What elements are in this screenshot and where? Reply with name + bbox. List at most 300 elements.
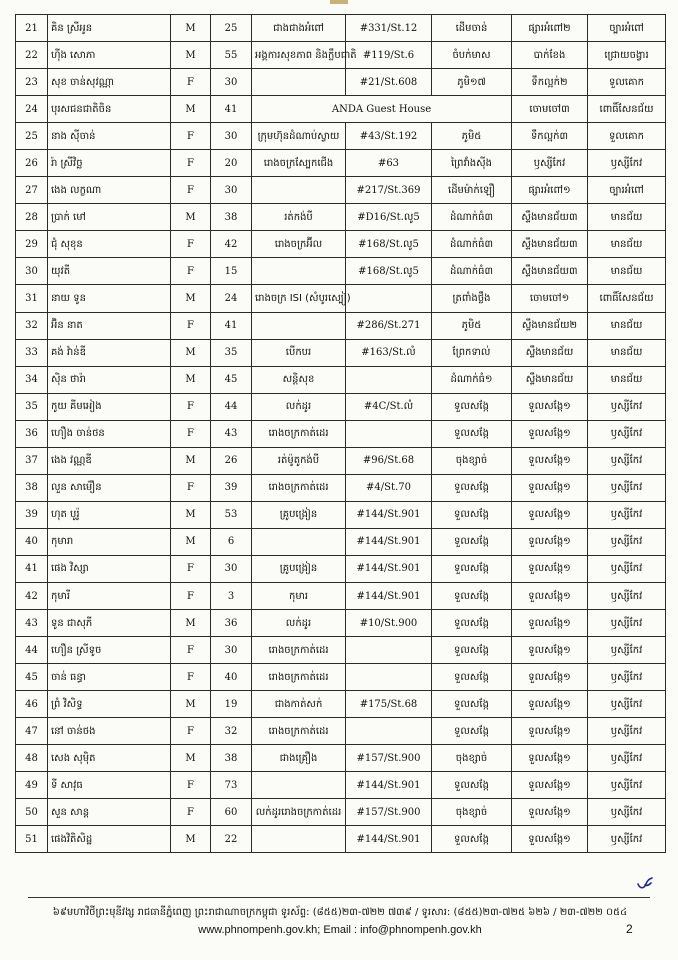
cell-person-name: អ៊ិន នាត xyxy=(48,312,171,339)
cell-row-number: 34 xyxy=(16,366,48,393)
cell-district: ឫស្សីកែវ xyxy=(588,447,666,474)
cell-age: 30 xyxy=(211,177,252,204)
cell-occupation: រោងចក្រកាត់ដេរ xyxy=(252,420,346,447)
table-row xyxy=(16,691,666,718)
cell-person-name: ហ៊ីង សោភា xyxy=(48,42,171,69)
cell-district: ឫស្សីកែវ xyxy=(588,745,666,772)
cell-commune: ស្ទឹងមានជ័យ xyxy=(512,339,588,366)
cell-village: ចុងខ្សាច់ xyxy=(432,799,512,826)
cell-row-number: 41 xyxy=(16,555,48,582)
cell-sex: F xyxy=(171,69,211,96)
cell-occupation: រោងចក្រកាត់ដេរ xyxy=(252,664,346,691)
cell-commune: ទួលសង្កែ១ xyxy=(512,745,588,772)
cell-sex: F xyxy=(171,393,211,420)
cell-age: 35 xyxy=(211,339,252,366)
cell-village: ដើមចាន់ xyxy=(432,15,512,42)
table-row xyxy=(16,123,666,150)
cell-occupation xyxy=(252,772,346,799)
cell-commune: ទួលសង្កែ១ xyxy=(512,555,588,582)
cell-age: 43 xyxy=(211,420,252,447)
table-row xyxy=(16,285,666,312)
cell-district: ទួលគោក xyxy=(588,123,666,150)
cell-sex: F xyxy=(171,231,211,258)
cell-occupation: បើកបរ xyxy=(252,339,346,366)
table-row xyxy=(16,366,666,393)
cell-age: 36 xyxy=(211,610,252,637)
cell-sex: M xyxy=(171,96,211,123)
table-row xyxy=(16,420,666,447)
cell-commune: ទួលសង្កែ១ xyxy=(512,420,588,447)
cell-age: 3 xyxy=(211,582,252,609)
cell-age: 38 xyxy=(211,745,252,772)
cell-row-number: 31 xyxy=(16,285,48,312)
table-row xyxy=(16,150,666,177)
cell-age: 40 xyxy=(211,664,252,691)
cell-person-name: ហឿង ចាន់ថន xyxy=(48,420,171,447)
cell-row-number: 25 xyxy=(16,123,48,150)
cell-commune: ទួលសង្កែ១ xyxy=(512,393,588,420)
cell-row-number: 49 xyxy=(16,772,48,799)
cell-age: 30 xyxy=(211,123,252,150)
cell-sex: M xyxy=(171,339,211,366)
cell-district: ឫស្សីកែវ xyxy=(588,799,666,826)
cell-district: ឫស្សីកែវ xyxy=(588,393,666,420)
cell-age: 32 xyxy=(211,718,252,745)
cell-occupation: លក់ដូរ xyxy=(252,610,346,637)
cell-district: ច្បារអំពៅ xyxy=(588,15,666,42)
cell-house-address: #163/St.លំ xyxy=(346,339,432,366)
cell-person-name: នាង ស៊ីចាន់ xyxy=(48,123,171,150)
cell-age: 6 xyxy=(211,528,252,555)
cell-person-name: ផេងវិតិសិដ្ឋ xyxy=(48,826,171,853)
cell-row-number: 22 xyxy=(16,42,48,69)
cell-district: ឫស្សីកែវ xyxy=(588,150,666,177)
cell-sex: F xyxy=(171,420,211,447)
cell-sex: F xyxy=(171,772,211,799)
table-row xyxy=(16,447,666,474)
cell-person-name: កុមារី xyxy=(48,582,171,609)
cell-sex: M xyxy=(171,447,211,474)
cell-district: ឫស្សីកែវ xyxy=(588,610,666,637)
cell-district: ឫស្សីកែវ xyxy=(588,691,666,718)
cell-age: 73 xyxy=(211,772,252,799)
cell-village: ដំណាក់ធំ១ xyxy=(432,366,512,393)
cell-house-address: #286/St.271 xyxy=(346,312,432,339)
cell-commune: ផ្សារអំពៅ១ xyxy=(512,177,588,204)
cell-row-number: 29 xyxy=(16,231,48,258)
cell-person-name: ហឿន ស្រីទូច xyxy=(48,637,171,664)
cell-age: 30 xyxy=(211,555,252,582)
cell-district: មានជ័យ xyxy=(588,204,666,231)
cell-village: ភូមិ១៧ xyxy=(432,69,512,96)
signature-mark xyxy=(636,875,654,891)
cell-sex: M xyxy=(171,501,211,528)
cell-village: ព្រែកទាល់ xyxy=(432,339,512,366)
cell-row-number: 24 xyxy=(16,96,48,123)
cell-person-name: បុរសជនជាតិចិន xyxy=(48,96,171,123)
cell-village: ទួលសង្កែ xyxy=(432,528,512,555)
cell-commune: ទួលសង្កែ១ xyxy=(512,501,588,528)
cell-district: ឫស្សីកែវ xyxy=(588,420,666,447)
table-row xyxy=(16,664,666,691)
cell-house-address: #4C/St.លំ xyxy=(346,393,432,420)
cell-row-number: 44 xyxy=(16,637,48,664)
table-row xyxy=(16,339,666,366)
cell-occupation: លក់ដូររោងចក្រកាត់ដេរ xyxy=(252,799,346,826)
cell-district: មានជ័យ xyxy=(588,258,666,285)
cell-occupation xyxy=(252,69,346,96)
cell-village: ដំណាក់ធំ៣ xyxy=(432,231,512,258)
cell-village: ដំណាក់ធំ៣ xyxy=(432,258,512,285)
cell-district: មានជ័យ xyxy=(588,231,666,258)
cell-commune: ទួលសង្កែ១ xyxy=(512,664,588,691)
cell-district: ពោធិ៍សែនជ័យ xyxy=(588,96,666,123)
cell-commune: ទួលសង្កែ១ xyxy=(512,691,588,718)
cell-commune: ចោមចៅ១ xyxy=(512,285,588,312)
cell-sex: M xyxy=(171,826,211,853)
cell-person-name: ផេង វិស្សា xyxy=(48,555,171,582)
cell-sex: M xyxy=(171,528,211,555)
cell-commune: ទួលសង្កែ១ xyxy=(512,610,588,637)
cell-district: ឫស្សីកែវ xyxy=(588,664,666,691)
cell-district: មានជ័យ xyxy=(588,339,666,366)
cell-person-name: កុមារា xyxy=(48,528,171,555)
cell-village: ចុងខ្សាច់ xyxy=(432,447,512,474)
cell-house-address: #144/St.901 xyxy=(346,528,432,555)
cell-house-address: #331/St.12 xyxy=(346,15,432,42)
cell-commune: បាក់ខែង xyxy=(512,42,588,69)
cell-village: ទួលសង្កែ xyxy=(432,501,512,528)
cell-row-number: 45 xyxy=(16,664,48,691)
cell-village: ដំណាក់ធំ៣ xyxy=(432,204,512,231)
cell-village: ភូមិ៥ xyxy=(432,312,512,339)
cell-village: ព្រៃវាំងស៊ីង xyxy=(432,150,512,177)
cell-house-address: #144/St.901 xyxy=(346,501,432,528)
cell-age: 41 xyxy=(211,96,252,123)
cell-row-number: 47 xyxy=(16,718,48,745)
table-body xyxy=(16,15,666,853)
cell-sex: F xyxy=(171,258,211,285)
cell-house-address xyxy=(346,637,432,664)
cell-age: 44 xyxy=(211,393,252,420)
cell-commune: ទឹកល្អក់៣ xyxy=(512,123,588,150)
cell-commune: ទួលសង្កែ១ xyxy=(512,474,588,501)
cell-occupation xyxy=(252,528,346,555)
cell-village: ចុងខ្សាច់ xyxy=(432,745,512,772)
table-row xyxy=(16,204,666,231)
cell-person-name: យុវតី xyxy=(48,258,171,285)
cell-age: 53 xyxy=(211,501,252,528)
cell-district: ឫស្សីកែវ xyxy=(588,501,666,528)
cell-occupation: រត់កង់បី xyxy=(252,204,346,231)
table-row xyxy=(16,96,666,123)
cell-age: 60 xyxy=(211,799,252,826)
cell-house-address: #21/St.608 xyxy=(346,69,432,96)
table-row xyxy=(16,501,666,528)
cell-age: 15 xyxy=(211,258,252,285)
cell-person-name: ទូន ជាសុភី xyxy=(48,610,171,637)
cell-occupation: អង្គការសុខភាព និងក្លឹបជាតិ xyxy=(252,42,346,69)
cell-commune: ទួលសង្កែ១ xyxy=(512,718,588,745)
cell-house-address xyxy=(346,718,432,745)
cell-house-address: #119/St.6 xyxy=(346,42,432,69)
table-row xyxy=(16,582,666,609)
cell-row-number: 37 xyxy=(16,447,48,474)
table-row xyxy=(16,528,666,555)
cell-occupation: ជាងគ្រឿង xyxy=(252,745,346,772)
cell-person-name: ទី សាវុធ xyxy=(48,772,171,799)
cell-row-number: 35 xyxy=(16,393,48,420)
cell-sex: M xyxy=(171,366,211,393)
cell-occupation xyxy=(252,177,346,204)
cell-person-name: ស៊ិន ថារ៉ា xyxy=(48,366,171,393)
cell-person-name: គិន ស្រីអូន xyxy=(48,15,171,42)
page-number: 2 xyxy=(626,922,633,936)
table-row xyxy=(16,393,666,420)
table-row xyxy=(16,69,666,96)
cell-house-address: #168/St.លូ5 xyxy=(346,258,432,285)
table-row xyxy=(16,312,666,339)
cell-district: ច្បារអំពៅ xyxy=(588,177,666,204)
cell-row-number: 38 xyxy=(16,474,48,501)
footer-contact: www.phnompenh.gov.kh; Email : info@phnompenh.gov.kh xyxy=(198,924,482,936)
cell-person-name: ជុំ សុខុន xyxy=(48,231,171,258)
cell-house-address: #43/St.192 xyxy=(346,123,432,150)
cell-village: ទួលសង្កែ xyxy=(432,610,512,637)
cell-person-name: កូយ គីមអៀង xyxy=(48,393,171,420)
cell-sex: F xyxy=(171,150,211,177)
cell-sex: F xyxy=(171,582,211,609)
cell-district: ឫស្សីកែវ xyxy=(588,555,666,582)
cell-sex: F xyxy=(171,312,211,339)
table-row xyxy=(16,799,666,826)
cell-person-name: សួន សាន្ត xyxy=(48,799,171,826)
footer-address: ៦៩មហាវិថីព្រះមុនីវង្ស រាជធានីភ្នំពេញ ព្រះរាជាណាចក្រកម្ពុជា ទូរស័ព្ទ: (៨៥៥)២៣-៧២២ ៧៣៩ / ទូរសារ: (៨៥៥)២៣-៧២៥ ៦២៦ / ២៣-៧២២ ០៥៤ xyxy=(52,907,628,918)
cell-age: 39 xyxy=(211,474,252,501)
cell-commune: ទួលសង្កែ១ xyxy=(512,637,588,664)
cell-person-name: ងេង លក្ខណា xyxy=(48,177,171,204)
cell-occupation: កុមារ xyxy=(252,582,346,609)
table-row xyxy=(16,258,666,285)
cell-sex: M xyxy=(171,610,211,637)
cell-house-address: #175/St.68 xyxy=(346,691,432,718)
cell-age: 22 xyxy=(211,826,252,853)
cell-sex: F xyxy=(171,123,211,150)
cell-occupation xyxy=(252,258,346,285)
cell-person-name: ព្រំ វិសិទ្ធ xyxy=(48,691,171,718)
cell-person-name: នៅ ចាន់ថង xyxy=(48,718,171,745)
cell-occupation: រត់ម៉ូតូកង់បី xyxy=(252,447,346,474)
cell-village: ទួលសង្កែ xyxy=(432,637,512,664)
cell-row-number: 32 xyxy=(16,312,48,339)
cell-occupation: រោងចក្រកាត់ដេរ xyxy=(252,474,346,501)
cell-occupation: គ្រូបង្រៀន xyxy=(252,555,346,582)
cell-district: ឫស្សីកែវ xyxy=(588,772,666,799)
cell-house-address: #96/St.68 xyxy=(346,447,432,474)
cell-row-number: 33 xyxy=(16,339,48,366)
cell-village: ទួលសង្កែ xyxy=(432,664,512,691)
cell-house-address: #63 xyxy=(346,150,432,177)
cell-house-address: #144/St.901 xyxy=(346,555,432,582)
cell-house-address: #144/St.901 xyxy=(346,826,432,853)
cell-row-number: 30 xyxy=(16,258,48,285)
cell-age: 38 xyxy=(211,204,252,231)
cell-age: 24 xyxy=(211,285,252,312)
cell-occupation: រោងចក្រកាត់ដេរ xyxy=(252,637,346,664)
cell-occupation: រោងចក្រកាត់ដេរ xyxy=(252,718,346,745)
cell-row-number: 51 xyxy=(16,826,48,853)
table-row xyxy=(16,718,666,745)
cell-age: 26 xyxy=(211,447,252,474)
cell-row-number: 36 xyxy=(16,420,48,447)
cell-occupation: សន្តិសុខ xyxy=(252,366,346,393)
cell-sex: M xyxy=(171,204,211,231)
cell-sex: F xyxy=(171,474,211,501)
cell-district: មានជ័យ xyxy=(588,366,666,393)
cell-district: ជ្រោយចង្វារ xyxy=(588,42,666,69)
cell-sex: M xyxy=(171,42,211,69)
cell-commune: ស្ទឹងមានជ័យ៣ xyxy=(512,204,588,231)
cell-district: ឫស្សីកែវ xyxy=(588,826,666,853)
cell-district: ឫស្សីកែវ xyxy=(588,637,666,664)
cell-occupation xyxy=(252,312,346,339)
cell-age: 45 xyxy=(211,366,252,393)
cell-occupation: ជាងជាងអំពៅ xyxy=(252,15,346,42)
cell-row-number: 40 xyxy=(16,528,48,555)
cell-row-number: 21 xyxy=(16,15,48,42)
cell-house-address xyxy=(346,420,432,447)
cell-age: 55 xyxy=(211,42,252,69)
table-row xyxy=(16,610,666,637)
cell-row-number: 23 xyxy=(16,69,48,96)
cell-commune: ស្ទឹងមានជ័យ៣ xyxy=(512,231,588,258)
table-row xyxy=(16,745,666,772)
cell-house-address: #10/St.900 xyxy=(346,610,432,637)
cell-village: ទួលសង្កែ xyxy=(432,772,512,799)
cell-row-number: 50 xyxy=(16,799,48,826)
cell-sex: M xyxy=(171,15,211,42)
merged-location-cell: ANDA Guest House xyxy=(252,96,512,123)
cell-person-name: ហុត បូរ៉ូ xyxy=(48,501,171,528)
cell-commune: ស្ទឹងមានជ័យ xyxy=(512,366,588,393)
cell-district: ឫស្សីកែវ xyxy=(588,582,666,609)
cell-row-number: 43 xyxy=(16,610,48,637)
cell-village: ទួលសង្កែ xyxy=(432,691,512,718)
cell-person-name: លួន សាម៉ឿន xyxy=(48,474,171,501)
cell-person-name: ចាន់ ធន្ធា xyxy=(48,664,171,691)
cell-commune: ទួលសង្កែ១ xyxy=(512,582,588,609)
cell-village: ទួលសង្កែ xyxy=(432,582,512,609)
cell-sex: F xyxy=(171,664,211,691)
cell-sex: F xyxy=(171,555,211,582)
patient-list-table xyxy=(15,14,666,853)
cell-commune: ទួលសង្កែ១ xyxy=(512,826,588,853)
cell-sex: F xyxy=(171,718,211,745)
cell-commune: ស្ទឹងមានជ័យ៣ xyxy=(512,258,588,285)
cell-village: ទួលសង្កែ xyxy=(432,393,512,420)
cell-district: មានជ័យ xyxy=(588,312,666,339)
table-row xyxy=(16,826,666,853)
cell-district: ឫស្សីកែវ xyxy=(588,528,666,555)
table-row xyxy=(16,555,666,582)
cell-sex: M xyxy=(171,745,211,772)
cell-district: ទួលគោក xyxy=(588,69,666,96)
cell-occupation: លក់ដូរ xyxy=(252,393,346,420)
cell-village: ទួលសង្កែ xyxy=(432,718,512,745)
cell-house-address: #D16/St.លូ5 xyxy=(346,204,432,231)
cell-row-number: 46 xyxy=(16,691,48,718)
table-row xyxy=(16,177,666,204)
cell-occupation: រោងចក្រអ៊ីល xyxy=(252,231,346,258)
cell-house-address xyxy=(346,664,432,691)
cell-person-name: គង់ វ៉ាន់ឌី xyxy=(48,339,171,366)
cell-house-address xyxy=(346,366,432,393)
cell-house-address: #157/St.900 xyxy=(346,745,432,772)
cell-commune: ស្ទឹងមានជ័យ២ xyxy=(512,312,588,339)
cell-district: ឫស្សីកែវ xyxy=(588,718,666,745)
cell-house-address: #4/St.70 xyxy=(346,474,432,501)
cell-district: ពោធិ៍សែនជ័យ xyxy=(588,285,666,312)
cell-district: ឫស្សីកែវ xyxy=(588,474,666,501)
cell-row-number: 39 xyxy=(16,501,48,528)
cell-person-name: សេង សុម៉ិត xyxy=(48,745,171,772)
cell-occupation: គ្រូបង្រៀន xyxy=(252,501,346,528)
table-row xyxy=(16,15,666,42)
cell-sex: M xyxy=(171,691,211,718)
cell-village: ទួលសង្កែ xyxy=(432,555,512,582)
cell-sex: F xyxy=(171,177,211,204)
cell-age: 20 xyxy=(211,150,252,177)
table-row xyxy=(16,42,666,69)
cell-house-address: #217/St.369 xyxy=(346,177,432,204)
table-row xyxy=(16,637,666,664)
cell-age: 42 xyxy=(211,231,252,258)
cell-person-name: ប្រាក់ មៅ xyxy=(48,204,171,231)
cell-commune: ទឹកល្អក់២ xyxy=(512,69,588,96)
cell-house-address: #168/St.លូ5 xyxy=(346,231,432,258)
cell-row-number: 26 xyxy=(16,150,48,177)
cell-commune: ចោមចៅ៣ xyxy=(512,96,588,123)
cell-age: 30 xyxy=(211,637,252,664)
cell-sex: M xyxy=(171,285,211,312)
cell-person-name: នាយ ទូន xyxy=(48,285,171,312)
cell-age: 19 xyxy=(211,691,252,718)
cell-commune: ទួលសង្កែ១ xyxy=(512,799,588,826)
cell-sex: F xyxy=(171,799,211,826)
cell-village: ទួលសង្កែ xyxy=(432,826,512,853)
footer-rule xyxy=(28,897,650,898)
cell-age: 41 xyxy=(211,312,252,339)
cell-commune: ទួលសង្កែ១ xyxy=(512,528,588,555)
cell-village: ដើមម៉ាក់ឡឿ xyxy=(432,177,512,204)
cell-row-number: 27 xyxy=(16,177,48,204)
cell-commune: ទួលសង្កែ១ xyxy=(512,447,588,474)
cell-age: 30 xyxy=(211,69,252,96)
cell-age: 25 xyxy=(211,15,252,42)
cell-occupation: ក្រុមហ៊ុនដំណាប់ស្វាយ xyxy=(252,123,346,150)
cell-village: ចំបក់មាស xyxy=(432,42,512,69)
cell-person-name: ងេង វណ្ណឌី xyxy=(48,447,171,474)
cell-row-number: 48 xyxy=(16,745,48,772)
cell-village: ទួលសង្កែ xyxy=(432,420,512,447)
cell-village: ទួលសង្កែ xyxy=(432,474,512,501)
table-row xyxy=(16,474,666,501)
table-row xyxy=(16,231,666,258)
cell-person-name: សុខ ចាន់សុវណ្ណា xyxy=(48,69,171,96)
top-edge-mark xyxy=(330,0,348,4)
cell-commune: ទួលសង្កែ១ xyxy=(512,772,588,799)
cell-occupation: រោងចក្រស្បែកជើង xyxy=(252,150,346,177)
